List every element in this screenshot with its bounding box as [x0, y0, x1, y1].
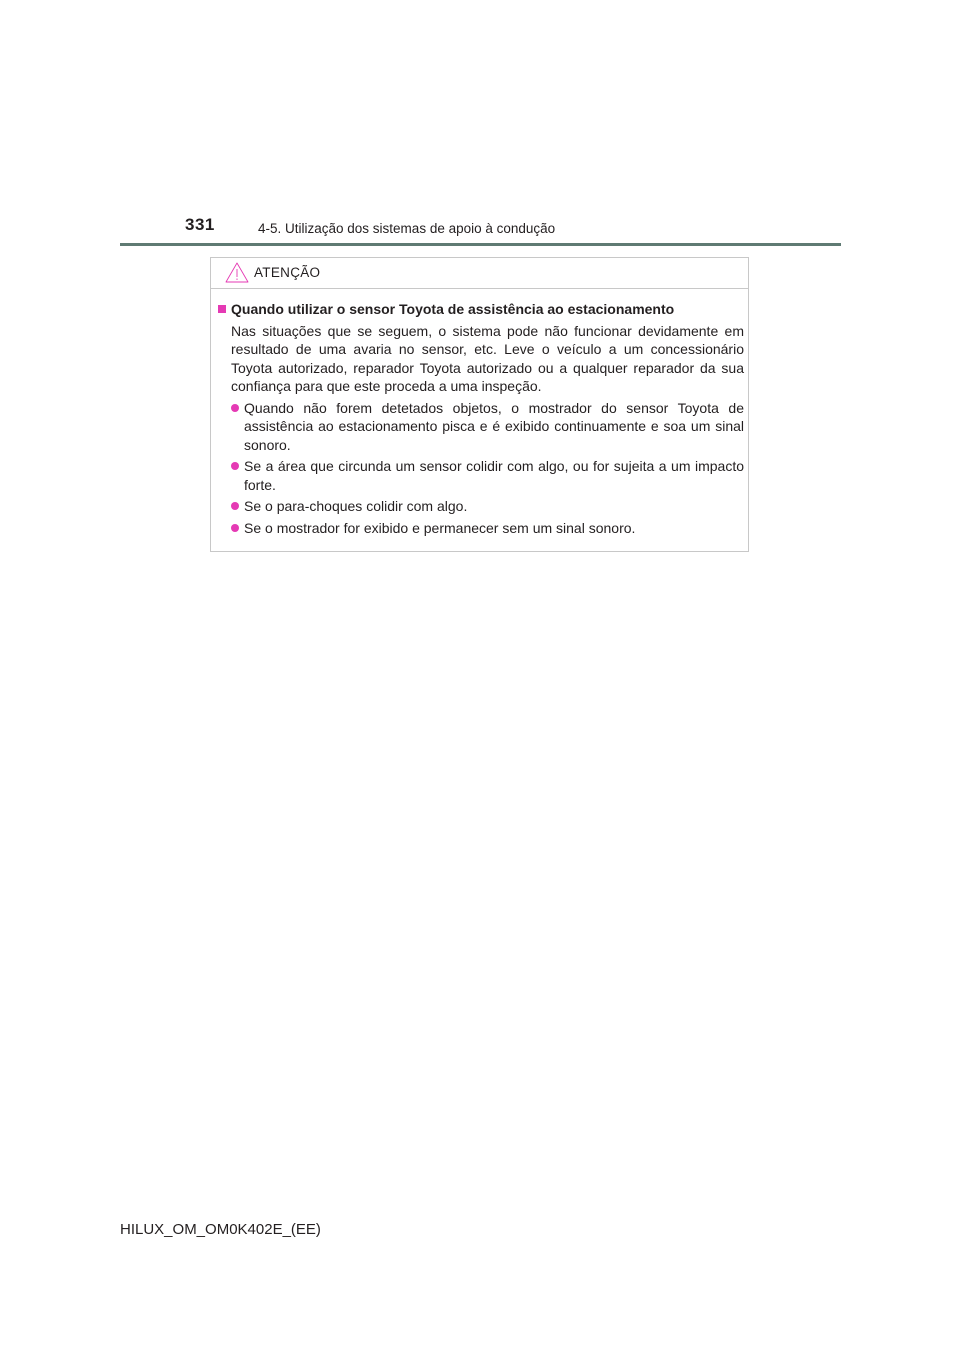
- page-number: 331: [185, 215, 215, 234]
- warning-heading-text: Quando utilizar o sensor Toyota de assistência ao estacionamento: [231, 301, 675, 317]
- warning-heading: [218, 300, 744, 319]
- list-item: [218, 399, 744, 455]
- list-item-text: Quando não forem detetados objetos, o mostrador do sensor Toyota de assistência ao estacionamento pisca e é exibido continuamente e soa um sinal sonoro.: [244, 399, 744, 453]
- warning-header: [211, 258, 748, 289]
- warning-triangle-icon: [225, 262, 249, 283]
- list-item: [218, 457, 744, 494]
- section-title: 4-5. Utilização dos sistemas de apoio à condução: [258, 221, 556, 236]
- condition-list: [218, 399, 744, 538]
- header-divider: [120, 243, 841, 246]
- list-item: [218, 497, 744, 516]
- bullet-icon: [231, 502, 239, 510]
- warning-title: ATENÇÃO: [254, 265, 321, 280]
- list-item-text: Se o mostrador for exibido e permanecer sem um sinal sonoro.: [244, 519, 636, 536]
- bullet-icon: [231, 462, 239, 470]
- warning-intro: Nas situações que se seguem, o sistema pode não funcionar devidamente em resultado de uma avaria no sensor, etc. Leve o veículo a um concessionário Toyota autorizado, reparador Toyota autorizado ou a qualquer reparador da sua confiança para que este proceda a uma inspeção.: [231, 322, 744, 394]
- bullet-icon: [231, 524, 239, 532]
- list-item-text: Se a área que circunda um sensor colidir com algo, ou for sujeita a um impacto forte.: [244, 458, 744, 493]
- document-id: HILUX_OM_OM0K402E_(EE): [120, 1221, 321, 1238]
- warning-box: [210, 257, 749, 552]
- warning-body: [218, 300, 744, 537]
- list-item: [218, 519, 744, 538]
- list-item-text: Se o para-choques colidir com algo.: [244, 498, 468, 514]
- square-bullet-icon: [218, 305, 226, 313]
- bullet-icon: [231, 404, 239, 412]
